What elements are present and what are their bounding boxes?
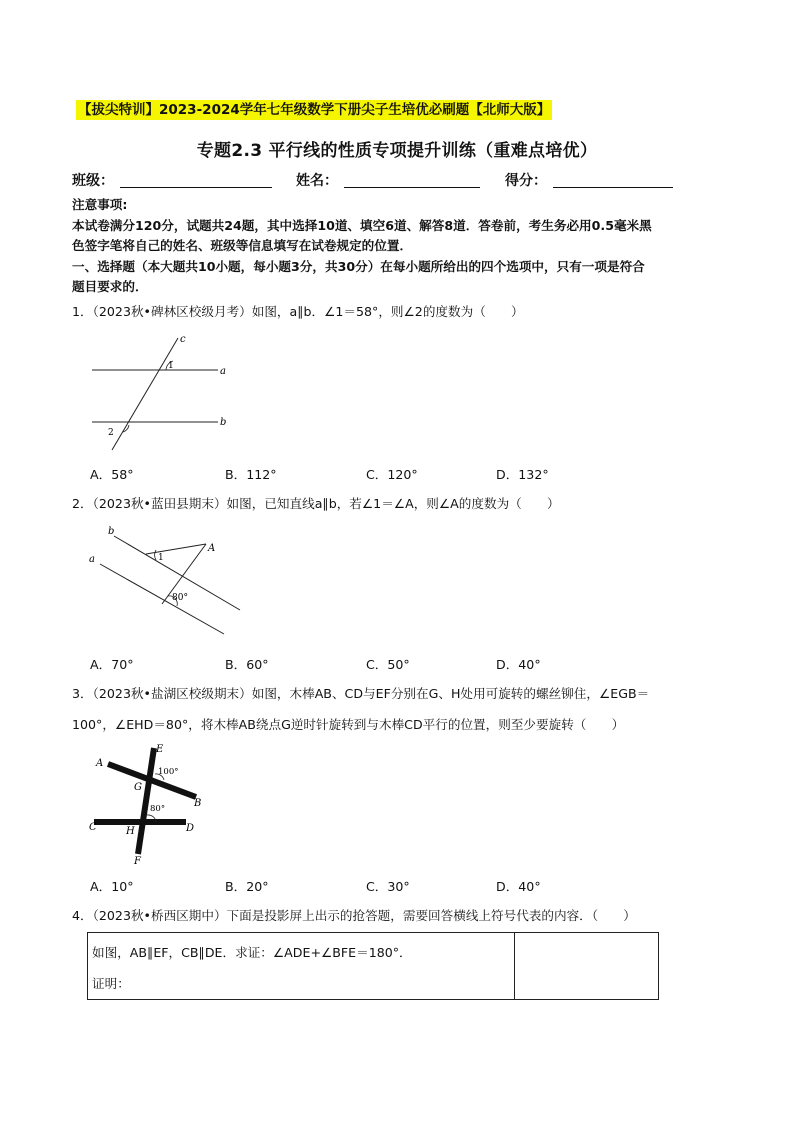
label-E: E bbox=[156, 744, 164, 755]
label-angle-1: 1 bbox=[168, 361, 174, 371]
section-heading: 一、选择题（本大题共10小题，每小题3分，共30分）在每小题所给出的四个选项中，只有一项是符合 bbox=[72, 258, 645, 274]
label-c: c bbox=[180, 334, 186, 345]
box-proof-label: 证明： bbox=[92, 976, 130, 991]
label-b: b bbox=[108, 526, 115, 537]
label-G: G bbox=[134, 782, 142, 793]
instructions bbox=[72, 195, 732, 298]
notice-line: 本试卷满分120分，试题共24题，其中选择10道、填空6道、解答8道．答卷前，考生务必用0.5毫米黑 bbox=[72, 217, 652, 233]
choice-a[interactable]: A．10° bbox=[90, 879, 134, 894]
question-4-text: 4．（2023秋•桥西区期中）下面是投影屏上出示的抢答题，需要回答横线上符号代表的内容．（ ） bbox=[72, 908, 636, 923]
notice-heading: 注意事项: bbox=[72, 197, 128, 212]
name-label: 姓名： bbox=[296, 173, 338, 189]
page-title: 专题2.3 平行线的性质专项提升训练（重难点培优） bbox=[196, 141, 598, 161]
choice-b[interactable]: B．60° bbox=[225, 657, 269, 672]
choice-a[interactable]: A．58° bbox=[90, 467, 134, 482]
label-H: H bbox=[126, 826, 135, 837]
label-angle-80: 80° bbox=[150, 804, 166, 814]
score-blank[interactable] bbox=[553, 187, 673, 188]
question-1-figure bbox=[88, 330, 238, 455]
choice-d[interactable]: D．132° bbox=[496, 467, 549, 482]
header-banner: 【拔尖特训】2023-2024学年七年级数学下册尖子生培优必刷题【北师大版】 bbox=[78, 102, 551, 118]
box-statement: 如图，AB∥EF，CB∥DE．求证：∠ADE+∠BFE＝180°． bbox=[92, 945, 412, 960]
class-label: 班级： bbox=[72, 173, 114, 189]
label-a: a bbox=[89, 554, 95, 565]
question-3-text-line2: 100°，∠EHD＝80°，将木棒AB绕点G逆时针旋转到与木棒CD平行的位置，则至少要旋转（ ） bbox=[72, 717, 625, 732]
question-3-text-line1: 3．（2023秋•盐湖区校级期末）如图，木棒AB、CD与EF分别在G、H处用可旋转的螺丝铆住，∠EGB＝ bbox=[72, 686, 650, 701]
name-blank[interactable] bbox=[344, 187, 480, 188]
label-a: a bbox=[220, 366, 226, 377]
choice-c[interactable]: C．50° bbox=[366, 657, 410, 672]
box-right-cell bbox=[514, 933, 515, 999]
label-F: F bbox=[134, 856, 141, 867]
label-D: D bbox=[186, 823, 195, 834]
choice-d[interactable]: D．40° bbox=[496, 879, 541, 894]
question-2-figure bbox=[86, 524, 246, 639]
choice-c[interactable]: C．120° bbox=[366, 467, 418, 482]
question-1-text: 1．（2023秋•碑林区校级月考）如图，a∥b．∠1＝58°，则∠2的度数为（ ） bbox=[72, 304, 524, 319]
section-heading: 题目要求的． bbox=[72, 279, 148, 294]
choice-b[interactable]: B．20° bbox=[225, 879, 269, 894]
student-info-fields bbox=[72, 170, 732, 192]
label-angle-100: 100° bbox=[158, 767, 179, 777]
choice-b[interactable]: B．112° bbox=[225, 467, 277, 482]
label-angle-1: 1 bbox=[158, 553, 164, 563]
label-C: C bbox=[89, 822, 97, 833]
choice-c[interactable]: C．30° bbox=[366, 879, 410, 894]
choice-a[interactable]: A．70° bbox=[90, 657, 134, 672]
score-label: 得分： bbox=[505, 173, 547, 189]
label-A: A bbox=[96, 758, 104, 769]
choice-d[interactable]: D．40° bbox=[496, 657, 541, 672]
label-angle-80: 80° bbox=[172, 593, 188, 603]
question-2-text: 2．（2023秋•蓝田县期末）如图，已知直线a∥b，若∠1＝∠A，则∠A的度数为（ ） bbox=[72, 496, 560, 511]
label-b: b bbox=[220, 417, 227, 428]
class-blank[interactable] bbox=[120, 187, 272, 188]
label-B: B bbox=[194, 798, 202, 809]
label-A: A bbox=[208, 543, 216, 554]
question-3-figure bbox=[86, 742, 216, 867]
notice-line: 色签字笔将自己的姓名、班级等信息填写在试卷规定的位置． bbox=[72, 238, 413, 253]
label-angle-2: 2 bbox=[108, 428, 114, 438]
question-4-box bbox=[87, 932, 659, 1000]
